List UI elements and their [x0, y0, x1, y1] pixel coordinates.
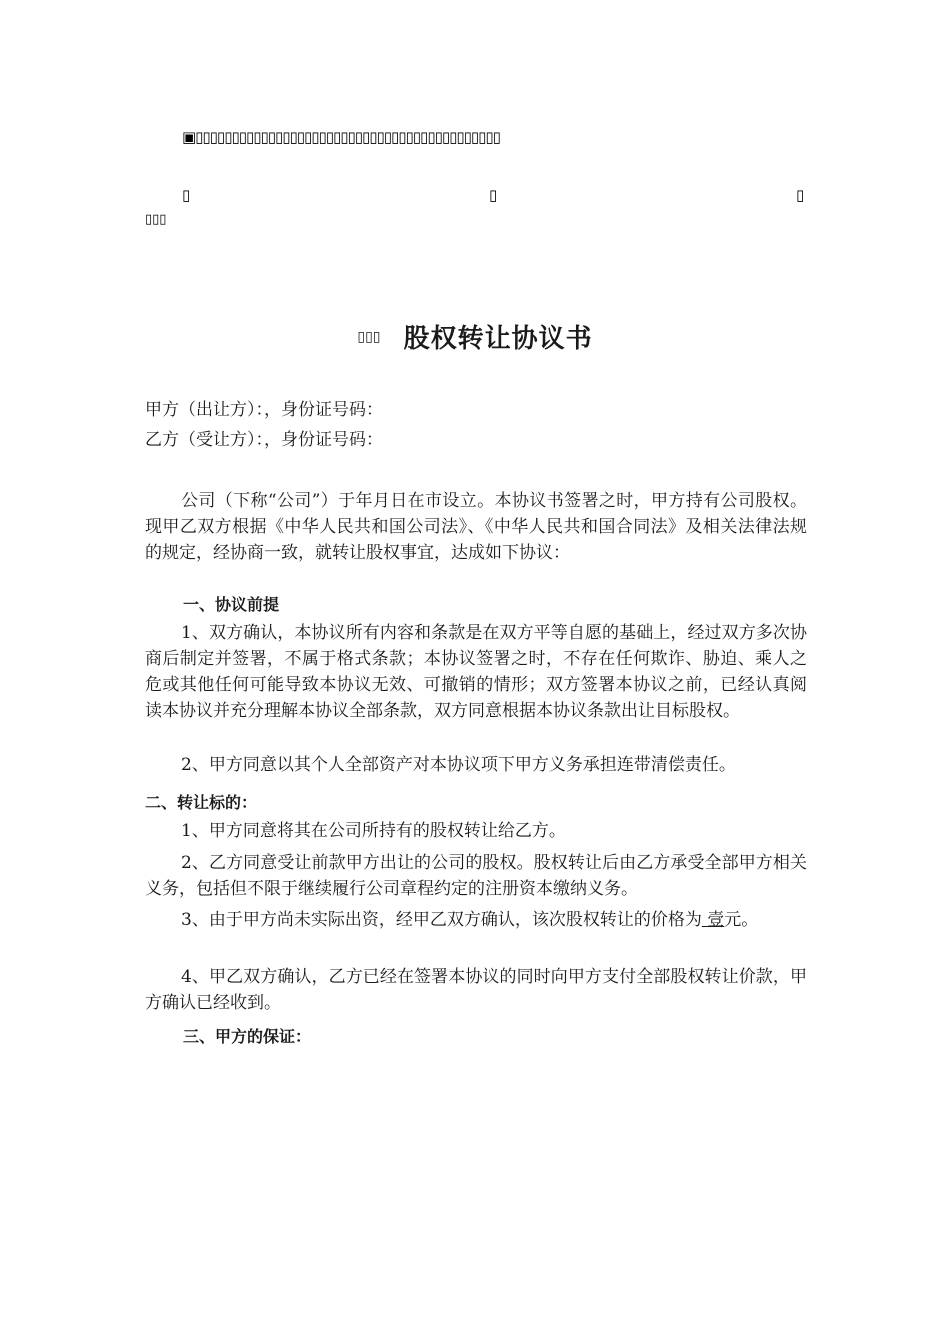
- party-a-line: 甲方（出让方）：，身份证号码：: [145, 400, 383, 420]
- section1-heading: 一、协议前提: [183, 595, 280, 614]
- header-box-small: ▯▯▯: [145, 212, 167, 227]
- title-text: 股权转让协议书: [403, 324, 593, 354]
- section2-item2: 2、乙方同意受让前款甲方出让的公司的股权。股权转让后由乙方承受全部甲方相关义务，包括但不限于继续履行公司章程约定的注册资本缴纳义务。: [145, 853, 807, 899]
- header-glyph-row: ▣▯▯▯▯▯▯▯▯▯▯▯▯▯▯▯▯▯▯▯▯▯▯▯▯▯▯▯▯▯▯▯▯▯▯▯▯▯▯▯▯▯▯: [182, 128, 500, 146]
- header-box-right: ▯: [796, 186, 805, 204]
- item3-suffix: 元。: [724, 910, 759, 930]
- section3-heading: 三、甲方的保证：: [183, 1027, 312, 1046]
- title-prefix: ▯▯▯: [357, 328, 381, 345]
- price-value: 壹: [701, 910, 725, 930]
- intro-paragraph: 公司（下称“公司”）于年月日在市设立。本协议书签署之时，甲方持有公司股权。现甲乙双方根据《中华人民共和国公司法》、《中华人民共和国合同法》及相关法律法规的规定，经协商一致，就转让股权事宜，达成如下协议：: [145, 491, 807, 563]
- header-box-middle: ▯: [489, 186, 498, 204]
- header-box-left: ▯: [182, 186, 191, 204]
- document-title: [0, 318, 950, 355]
- section2-item4: 4、甲乙双方确认，乙方已经在签署本协议的同时向甲方支付全部股权转让价款，甲方确认已经收到。: [145, 967, 807, 1013]
- section2-item1: 1、甲方同意将其在公司所持有的股权转让给乙方。: [181, 821, 566, 841]
- section1-item2: 2、甲方同意以其个人全部资产对本协议项下甲方义务承担连带清偿责任。: [181, 755, 736, 775]
- party-b-line: 乙方（受让方）：，身份证号码：: [145, 430, 383, 450]
- item3-text: 3、由于甲方尚未实际出资，经甲乙双方确认，该次股权转让的价格为: [181, 910, 702, 930]
- section2-heading: 二、转让标的：: [145, 793, 258, 812]
- section2-item3: [145, 907, 807, 933]
- section1-item1: 1、双方确认，本协议所有内容和条款是在双方平等自愿的基础上，经过双方多次协商后制定并签署，不属于格式条款；本协议签署之时，不存在任何欺诈、胁迫、乘人之危或其他任何可能导致本协议无效、可撤销的情形；双方签署本协议之前，已经认真阅读本协议并充分理解本协议全部条款，双方同意根据本协议条款出让目标股权。: [145, 623, 807, 721]
